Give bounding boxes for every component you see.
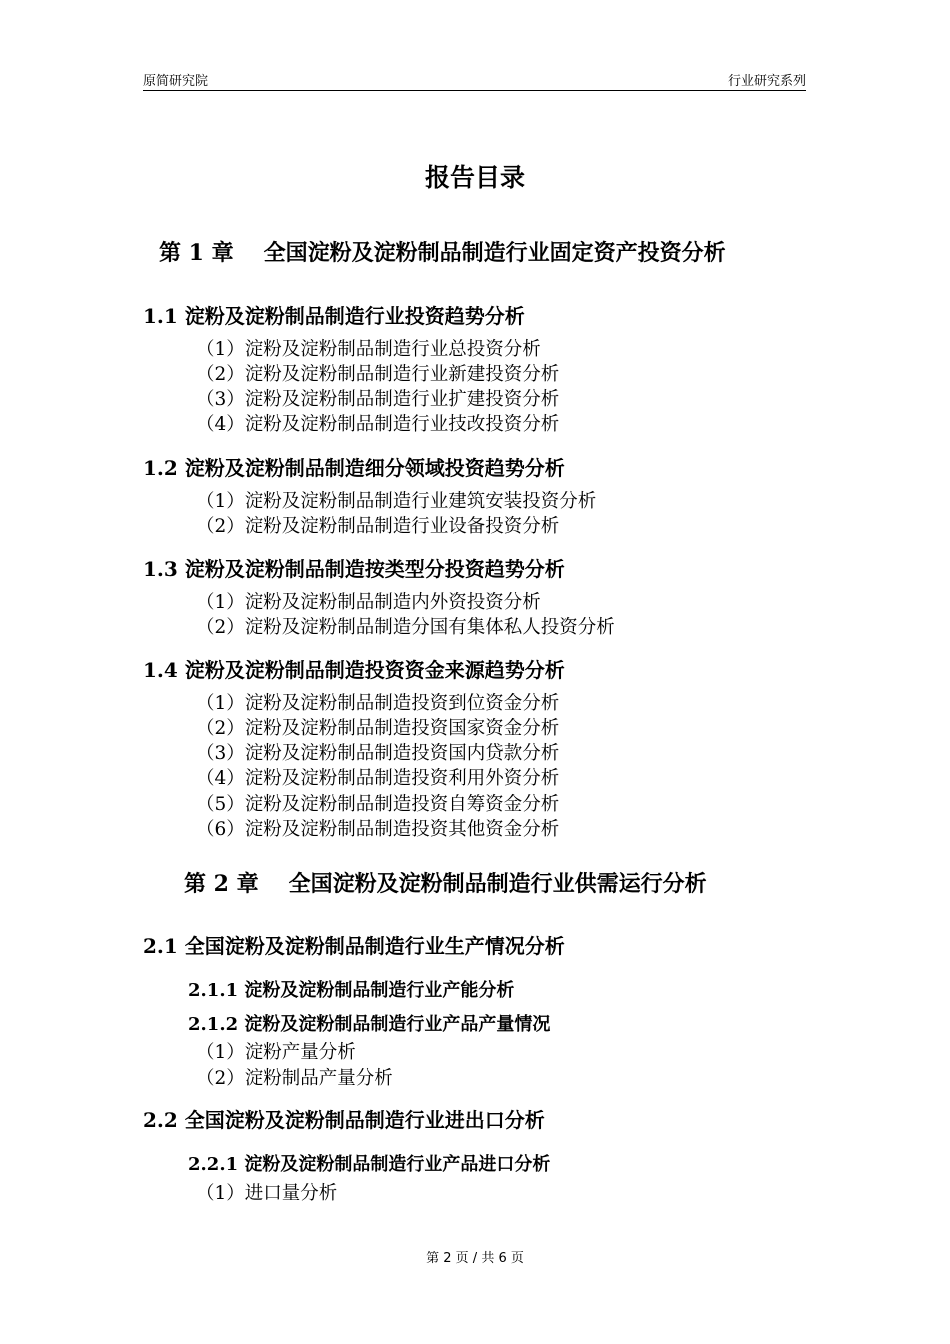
subsection-number: 2.1.1 [188, 980, 239, 1001]
toc-item: （4）淀粉及淀粉制品制造行业技改投资分析 [196, 414, 560, 435]
chapter-2-heading [184, 867, 707, 898]
toc-item: （2）淀粉及淀粉制品制造分国有集体私人投资分析 [196, 617, 615, 638]
subsection-title: 淀粉及淀粉制品制造行业产品进口分析 [244, 1154, 551, 1175]
toc-item: （1）淀粉及淀粉制品制造内外资投资分析 [196, 592, 541, 613]
subsection-2-1-2-heading [188, 1010, 550, 1036]
toc-item: （2）淀粉制品产量分析 [196, 1068, 393, 1089]
chapter-title: 全国淀粉及淀粉制品制造行业固定资产投资分析 [263, 240, 726, 266]
section-number: 1.3 [143, 557, 178, 581]
chapter-1-heading [159, 236, 726, 267]
section-number: 1.2 [143, 456, 178, 480]
subsection-title: 淀粉及淀粉制品制造行业产品产量情况 [244, 1014, 551, 1035]
section-1-4-heading [143, 654, 565, 683]
subsection-2-1-1-heading [188, 976, 514, 1002]
section-title: 全国淀粉及淀粉制品制造行业生产情况分析 [184, 934, 565, 958]
header-org: 原简研究院 [143, 74, 209, 89]
toc-item: （2）淀粉及淀粉制品制造投资国家资金分析 [196, 718, 560, 739]
subsection-number: 2.1.2 [188, 1014, 239, 1035]
page-header [143, 70, 806, 90]
toc-item: （5）淀粉及淀粉制品制造投资自筹资金分析 [196, 794, 560, 815]
section-title: 淀粉及淀粉制品制造细分领域投资趋势分析 [184, 456, 565, 480]
section-1-2-heading [143, 452, 565, 481]
section-number: 2.2 [143, 1108, 178, 1132]
page-title: 报告目录 [424, 163, 525, 192]
toc-item: （1）淀粉及淀粉制品制造行业总投资分析 [196, 339, 541, 360]
section-1-1-heading [143, 300, 525, 329]
chapter-number: 第 2 章 [184, 871, 259, 897]
toc-item: （2）淀粉及淀粉制品制造行业设备投资分析 [196, 516, 560, 537]
toc-item: （3）淀粉及淀粉制品制造投资国内贷款分析 [196, 743, 560, 764]
section-1-3-heading [143, 553, 565, 582]
section-number: 1.4 [143, 658, 178, 682]
subsection-title: 淀粉及淀粉制品制造行业产能分析 [244, 980, 515, 1001]
toc-item: （4）淀粉及淀粉制品制造投资利用外资分析 [196, 768, 560, 789]
toc-item: （1）淀粉产量分析 [196, 1042, 356, 1063]
subsection-2-2-1-heading [188, 1150, 550, 1176]
page-number: 第 2 页 / 共 6 页 [426, 1251, 524, 1266]
toc-item: （1）进口量分析 [196, 1183, 338, 1204]
chapter-title: 全国淀粉及淀粉制品制造行业供需运行分析 [288, 871, 707, 897]
section-2-1-heading [143, 930, 565, 959]
chapter-number: 第 1 章 [159, 240, 234, 266]
toc-item: （1）淀粉及淀粉制品制造投资到位资金分析 [196, 693, 560, 714]
header-divider [143, 90, 806, 91]
toc-item: （6）淀粉及淀粉制品制造投资其他资金分析 [196, 819, 560, 840]
section-number: 1.1 [143, 304, 178, 328]
subsection-number: 2.2.1 [188, 1154, 239, 1175]
section-2-2-heading [143, 1104, 545, 1133]
section-title: 淀粉及淀粉制品制造行业投资趋势分析 [184, 304, 525, 328]
toc-item: （1）淀粉及淀粉制品制造行业建筑安装投资分析 [196, 491, 597, 512]
section-title: 全国淀粉及淀粉制品制造行业进出口分析 [184, 1108, 545, 1132]
section-number: 2.1 [143, 934, 178, 958]
section-title: 淀粉及淀粉制品制造投资资金来源趋势分析 [184, 658, 565, 682]
header-series: 行业研究系列 [727, 74, 806, 89]
toc-item: （2）淀粉及淀粉制品制造行业新建投资分析 [196, 364, 560, 385]
toc-item: （3）淀粉及淀粉制品制造行业扩建投资分析 [196, 389, 560, 410]
section-title: 淀粉及淀粉制品制造按类型分投资趋势分析 [184, 557, 565, 581]
